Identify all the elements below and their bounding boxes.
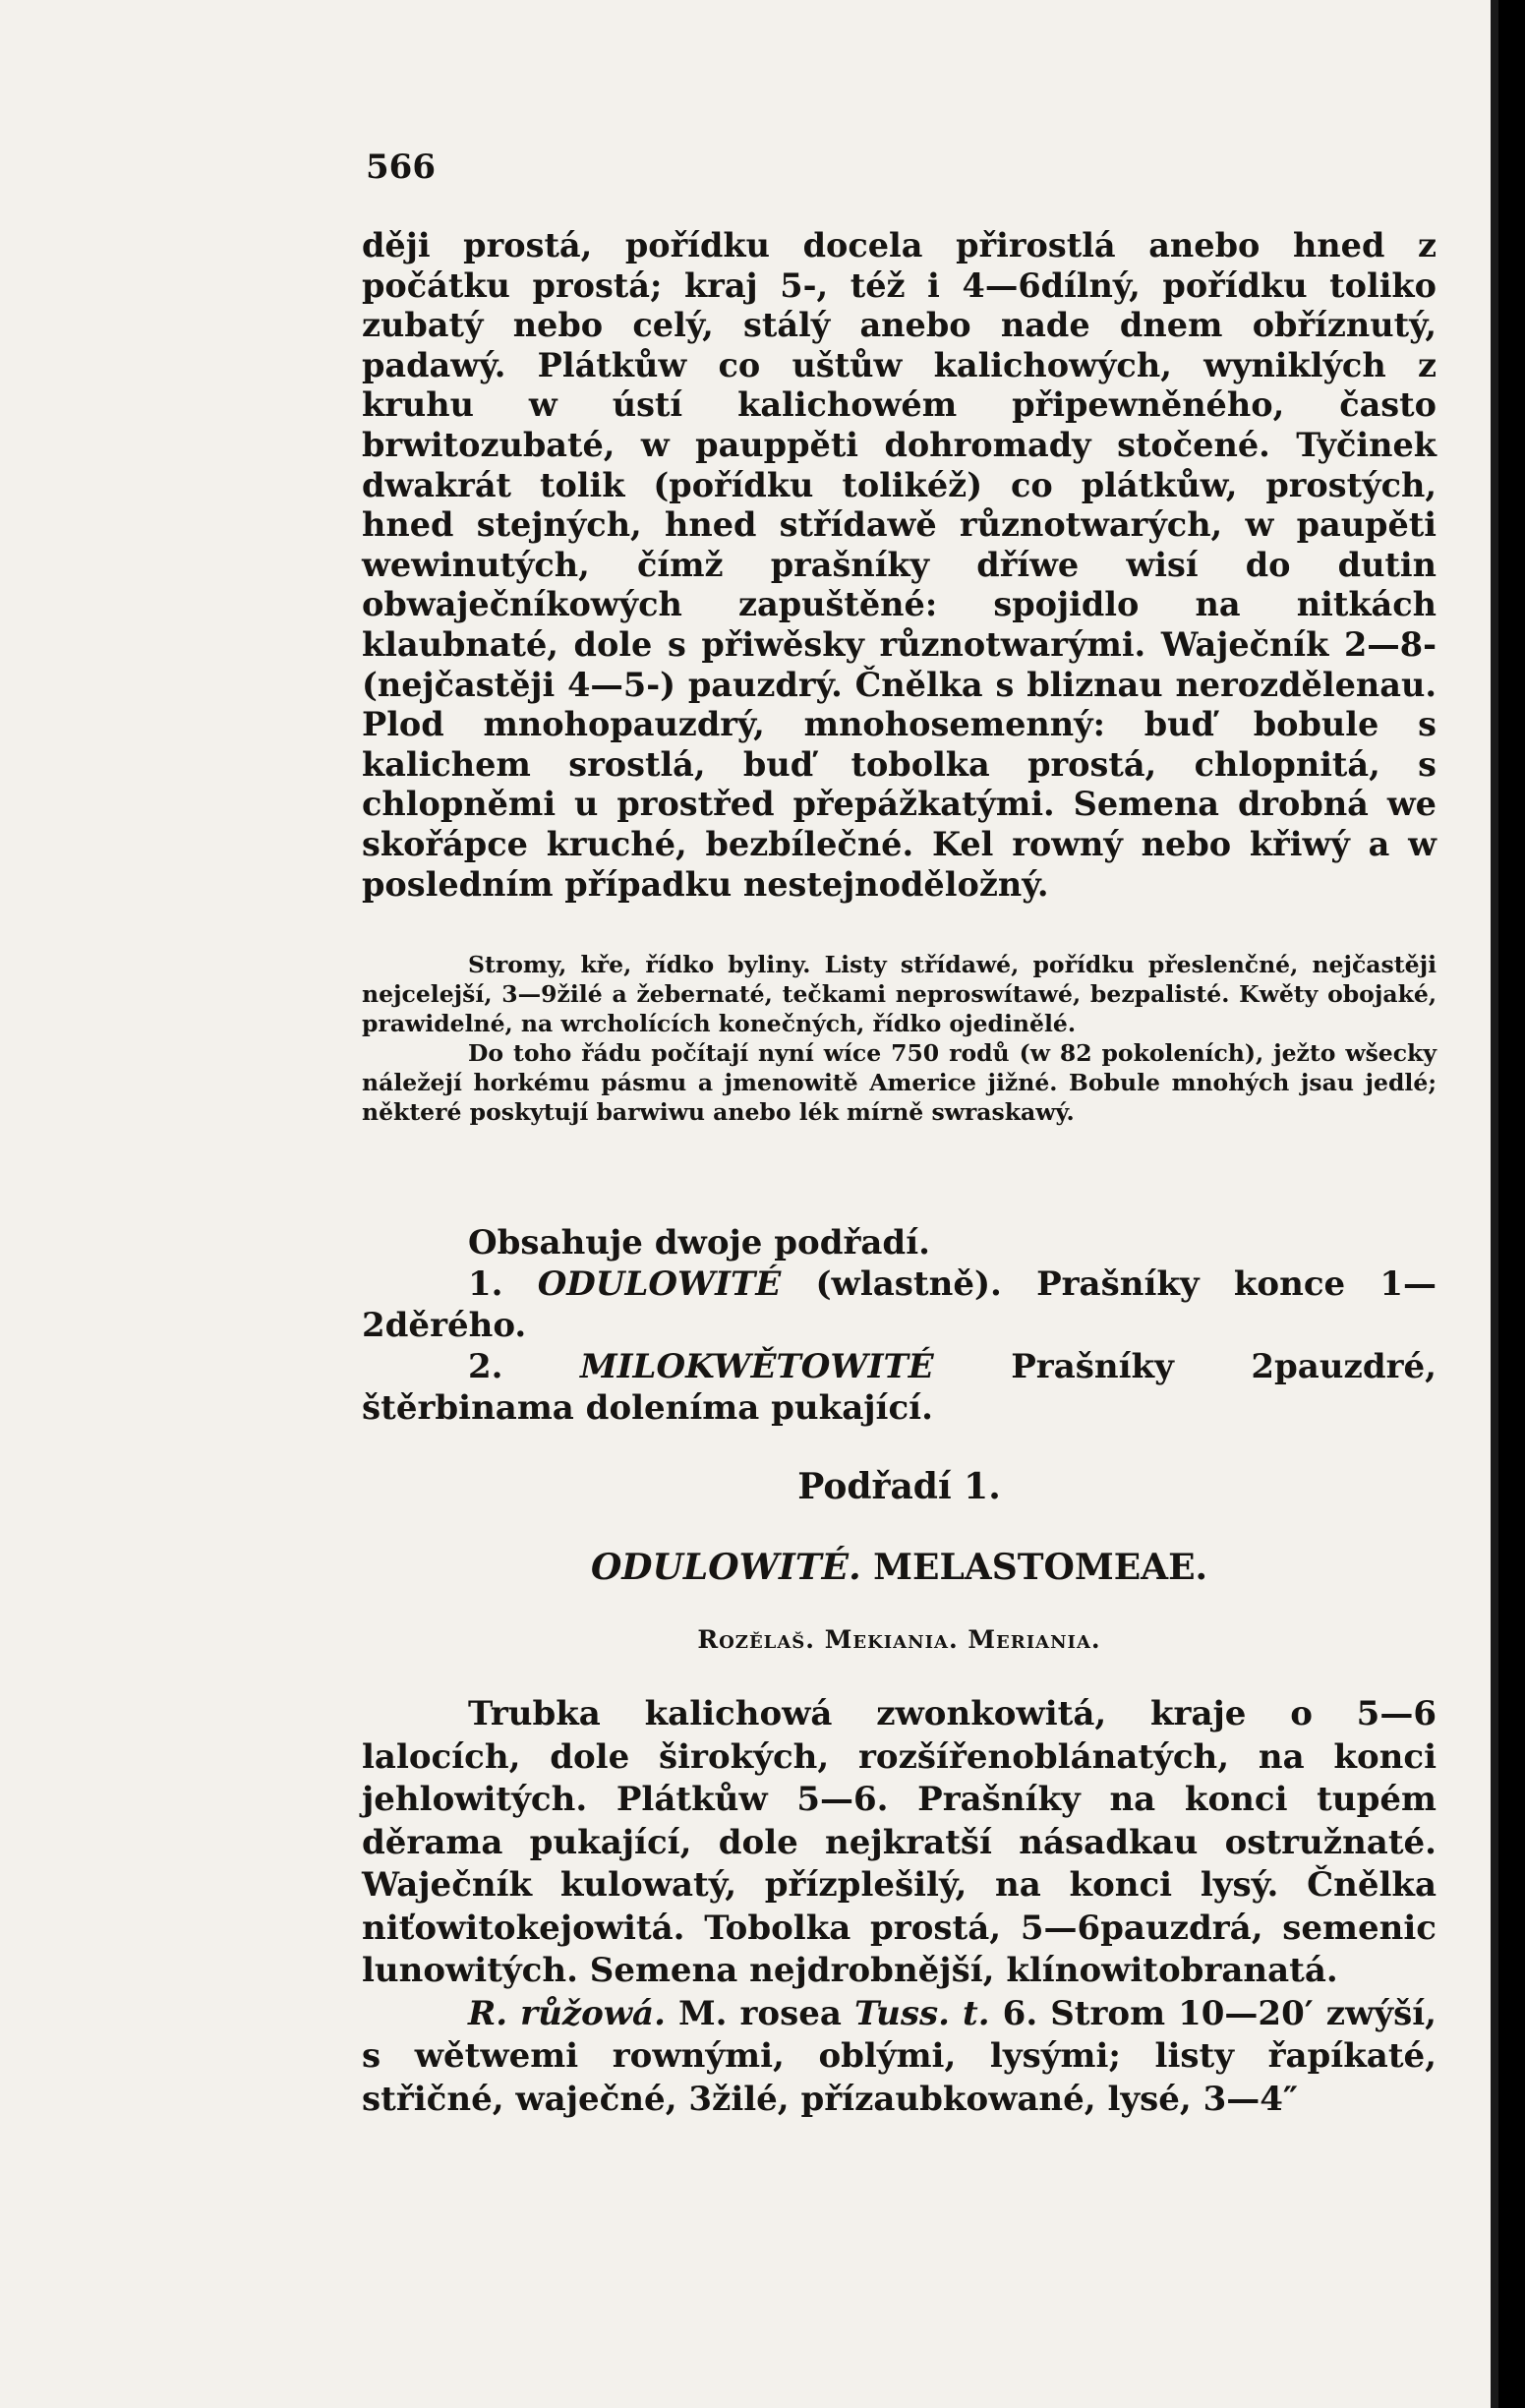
suborder-2-name: MILOKWĚTOWITÉ [580,1347,934,1386]
order-heading-czech: ODULOWITÉ. [590,1547,861,1588]
small-paragraph-habit: Stromy, kře, řídko byliny. Listy střídawé, pořídku přeslenčné, nejčastěji nejcelejší, 3—9žilé a žebernaté, tečkami neproswítawé, bezpalisté. Kwěty obojaké, prawidelné, na wrcholících konečných, řídko ojedinělé. [362,951,1437,1037]
species-name: růžowá. [520,1993,666,2033]
small-paragraph-distribution: Do toho řádu počítají nyní wíce 750 rodů (w 82 pokoleních), ježto wšecky náležejí horkému pásmu a jmenowitě Americe jižné. Bobule mnohých jsau jedlé; některé poskytují barwiwu anebo lék mírně swraskawý. [362,1039,1437,1126]
suborders-intro: Obsahuje dwoje podřadí. [468,1223,930,1263]
suborder-1-name: ODULOWITÉ [537,1264,782,1304]
species-abbr: R. [468,1993,508,2033]
main-text-block [362,226,1437,905]
order-heading-latin: MELASTOMEAE. [873,1547,1208,1588]
small-print-block [362,950,1437,1127]
genus-description: Trubka kalichowá zwonkowitá, kraje o 5—6 lalocích, dole širokých, rozšířenoblánatých, na konci jehlowitých. Plátkůw 5—6. Prašníky na konci tupém děrama pukající, dole nejkratší násadkau ostružnaté. Waječník kulowatý, přízplešilý, na konci lysý. Čnělka niťowitokejowitá. Tobolka prostá, 5—6pauzdrá, semenic lunowitých. Semena nejdrobnější, klínowitobranatá. [362,1694,1437,1990]
species-latin: M. rosea [677,1993,842,2033]
genus-block [362,1693,1437,2121]
species-author: Tuss. t. [853,1993,990,2033]
suborder-1-number: 1. [468,1264,503,1304]
suborder-2-number: 2. [468,1347,503,1386]
page-number: 566 [366,147,436,187]
suborder-2-text: Prašníky 2pauzdré, štěrbinama doleníma pukající. [362,1347,1437,1428]
page-edge-shadow [1491,0,1498,2408]
suborder-1-text: (wlastně). Prašníky konce 1—2děrého. [362,1264,1437,1345]
order-heading [362,1547,1437,1588]
species-text: 6. Strom 10—20′ zwýší, s wětwemi rownými, oblými, lysými; listy řapíkaté, střičné, waječné, 3žilé, přízaubkowané, lysé, 3—4″ [362,1993,1437,2119]
suborder-2 [362,1346,1437,1429]
suborders-block [362,1222,1437,1429]
suborder-1 [362,1263,1437,1346]
main-paragraph: ději prostá, pořídku docela přirostlá anebo hned z počátku prostá; kraj 5-, též i 4—6dílný, pořídku toliko zubatý nebo celý, stálý anebo nade dnem obříznutý, padawý. Plátkůw co uštůw kalichowých, wyniklých z kruhu w ústí kalichowém připewněného, často brwitozubaté, w pauppěti dohromady stočené. Tyčinek dwakrát tolik (pořídku tolikéž) co plátkůw, prostých, hned stejných, hned střídawě různotwarých, w paupěti wewinutých, čímž prašníky dříwe wisí do dutin obwaječníkowých zapuštěné: spojidlo na nitkách klaubnaté, dole s přiwěsky různotwarými. Waječník 2—8- (nejčastěji 4—5-) pauzdrý. Čnělka s bliznau nerozdělenau. Plod mnohopauzdrý, mnohosemenný: buď bobule s kalichem srostlá, buď tobolka prostá, chlopnitá, s chlopněmi u prostřed přepážkatými. Semena drobná we skořápce kruché, bezbílečné. Kel rowný nebo křiwý a w posledním případku nestejnoděložný. [362,226,1437,904]
genus-heading: Rozělaš. Mekiania. Meriania. [697,1625,1101,1654]
species-entry [362,1993,1437,2122]
suborder-heading: Podřadí 1. [797,1466,1001,1507]
